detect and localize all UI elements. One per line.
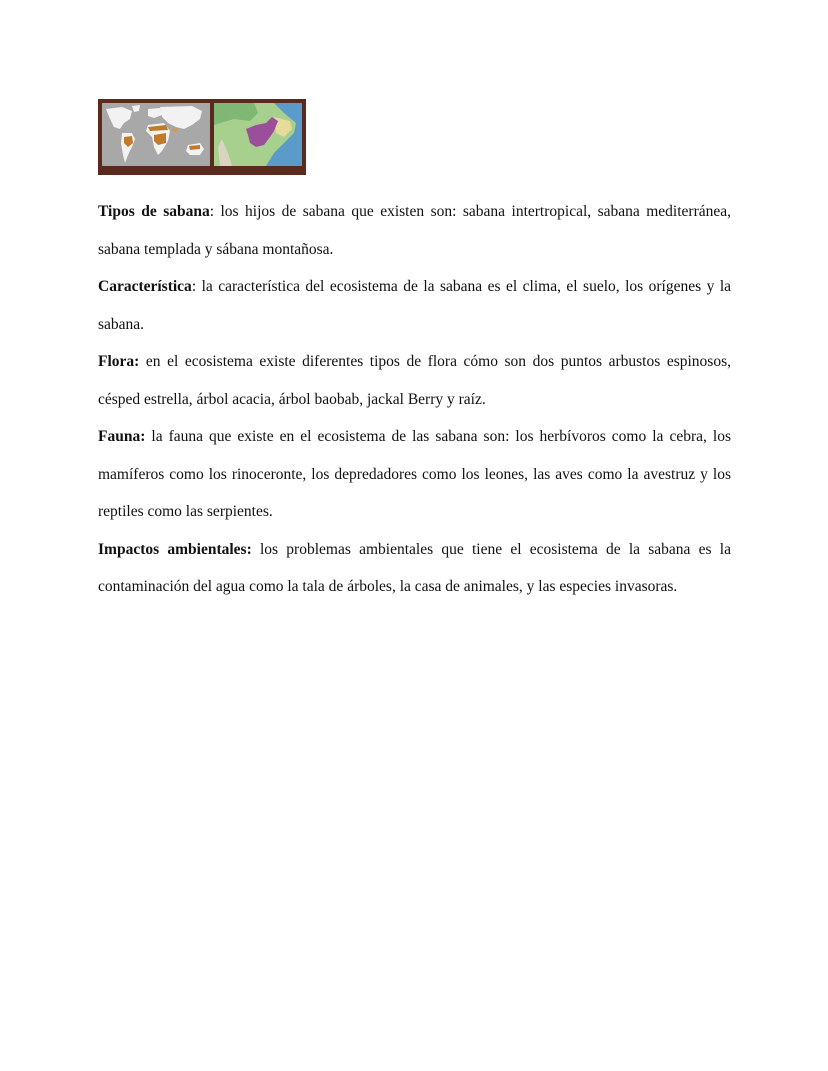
paragraph-body: los problemas ambientales que tiene el ecosistema de la sabana es la contaminación del agua como la tala de árboles, la casa de animales, y las especies invasoras. bbox=[98, 540, 731, 595]
world-savanna-map-image bbox=[102, 103, 210, 166]
term-tipos-de-sabana: Tipos de sabana bbox=[98, 203, 210, 220]
world-map-icon bbox=[102, 103, 210, 166]
term-flora: Flora: bbox=[98, 353, 140, 370]
paragraph-flora bbox=[98, 343, 731, 418]
cerrado-map-image bbox=[214, 103, 302, 166]
term-impactos-ambientales: Impactos ambientales: bbox=[98, 540, 252, 558]
document-body bbox=[98, 193, 731, 606]
term-caracteristica: Característica bbox=[98, 278, 192, 295]
paragraph-impactos-ambientales bbox=[98, 531, 731, 606]
paragraph-body: los hijos de sabana que existen son: sabana intertropical, sabana mediterránea, sabana templada y sábana montañosa. bbox=[98, 203, 731, 258]
term-fauna: Fauna: bbox=[98, 428, 146, 445]
paragraph-body: en el ecosistema existe diferentes tipos de flora cómo son dos puntos arbustos espinosos, césped estrella, árbol acacia, árbol baobab, jackal Berry y raíz. bbox=[98, 353, 731, 408]
savanna-maps-figure bbox=[98, 99, 306, 175]
paragraph-body: la fauna que existe en el ecosistema de las sabana son: los herbívoros como la cebra, los mamíferos como los rinoceronte, los depredadores como los leones, las aves como la avestruz y los reptiles como las serpientes. bbox=[98, 428, 731, 520]
paragraph-body: la característica del ecosistema de la sabana es el clima, el suelo, los orígenes y la sabana. bbox=[98, 278, 731, 333]
paragraph-caracteristica bbox=[98, 268, 731, 343]
paragraph-fauna bbox=[98, 418, 731, 531]
brazil-map-icon bbox=[214, 103, 302, 166]
paragraph-tipos-de-sabana bbox=[98, 193, 731, 268]
separator: : bbox=[191, 278, 197, 295]
separator: : bbox=[209, 203, 215, 220]
